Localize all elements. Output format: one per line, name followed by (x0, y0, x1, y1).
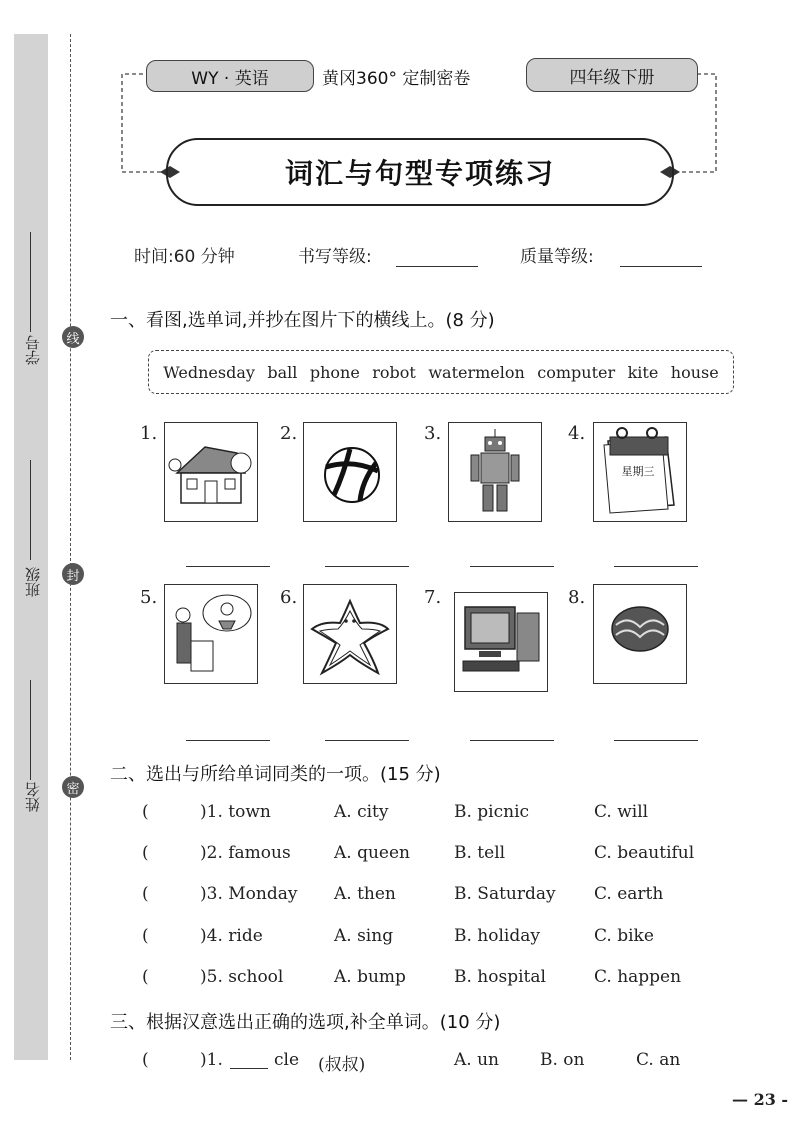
option-c: C. will (594, 802, 649, 822)
answer-paren[interactable]: ( (142, 884, 149, 904)
name-label: 姓名 (24, 782, 42, 812)
option-c: C. beautiful (594, 843, 695, 863)
section3-heading: 三、根据汉意选出正确的选项,补全单词。(10 分) (110, 1012, 501, 1033)
word-bank-item: house (670, 362, 719, 382)
item-number: 1. (140, 423, 158, 444)
time-label: 时间:60 分钟 (134, 247, 235, 267)
option-c: C. happen (594, 967, 682, 987)
computer-icon (454, 592, 548, 692)
option-b: B. picnic (454, 802, 530, 822)
item-number: 7. (424, 587, 442, 608)
class-label: 班级 (24, 567, 42, 597)
seal-mi: 密 (62, 776, 84, 798)
answer-line-5[interactable] (186, 740, 270, 741)
word-bank-item: watermelon (428, 362, 525, 382)
question-word: )5. school (200, 967, 284, 987)
word-bank-item: computer (537, 362, 616, 382)
option-c: C. bike (594, 926, 654, 946)
section1-heading: 一、看图,选单词,并抄在图片下的横线上。(8 分) (110, 310, 495, 331)
question-number: )1. (200, 1050, 223, 1070)
title-box (166, 138, 674, 206)
question-word: )2. famous (200, 843, 291, 863)
question-word: )4. ride (200, 926, 263, 946)
option-a: A. then (334, 884, 396, 904)
partial-word: cle (274, 1050, 300, 1070)
item-number: 5. (140, 587, 158, 608)
calendar-day-text: 星期三 (621, 465, 655, 478)
question-word: )3. Monday (200, 884, 298, 904)
item-number: 6. (280, 587, 298, 608)
watermelon-icon (593, 584, 687, 684)
quality-grade-label: 质量等级: (520, 247, 594, 267)
house-icon (164, 422, 258, 522)
option-b: B. tell (454, 843, 506, 863)
answer-paren[interactable]: ( (142, 926, 149, 946)
seal-xian: 线 (62, 326, 84, 348)
item-number: 4. (568, 423, 586, 444)
option-b: B. Saturday (454, 884, 556, 904)
calendar-icon (593, 422, 687, 522)
word-fill-blank[interactable] (230, 1068, 268, 1069)
word-bank-item: kite (627, 362, 659, 382)
starfish-kite-icon (303, 584, 397, 684)
binding-dashed-line (70, 34, 71, 1060)
answer-line-4[interactable] (614, 566, 698, 567)
answer-line-8[interactable] (614, 740, 698, 741)
student-no-blank (30, 232, 31, 332)
page-title: 词汇与句型专项练习 (284, 157, 555, 190)
seal-feng: 封 (62, 563, 84, 585)
word-bank-item: phone (309, 362, 360, 382)
quality-grade-blank[interactable] (620, 266, 702, 267)
option-a: A. un (454, 1050, 499, 1070)
answer-line-3[interactable] (470, 566, 554, 567)
answer-line-7[interactable] (470, 740, 554, 741)
option-c: C. earth (594, 884, 664, 904)
chinese-hint: (叔叔) (318, 1055, 366, 1075)
answer-line-1[interactable] (186, 566, 270, 567)
item-number: 2. (280, 423, 298, 444)
grade-pill: 四年级下册 (526, 58, 698, 92)
option-b: B. holiday (454, 926, 540, 946)
item-number: 8. (568, 587, 586, 608)
answer-line-2[interactable] (325, 566, 409, 567)
word-bank-item: Wednesday (163, 362, 255, 382)
word-bank (148, 350, 734, 394)
class-blank (30, 460, 31, 560)
option-c: C. an (636, 1050, 681, 1070)
subject-pill: WY · 英语 (146, 60, 314, 92)
phone-call-icon (164, 584, 258, 684)
answer-paren[interactable]: ( (142, 843, 149, 863)
brand-text: 黄冈360° 定制密卷 (322, 69, 471, 89)
answer-line-6[interactable] (325, 740, 409, 741)
option-a: A. city (334, 802, 389, 822)
writing-grade-blank[interactable] (396, 266, 478, 267)
ball-icon (303, 422, 397, 522)
writing-grade-label: 书写等级: (298, 247, 372, 267)
answer-paren[interactable]: ( (142, 802, 149, 822)
page-number: — 23 - (732, 1090, 789, 1109)
question-word: )1. town (200, 802, 271, 822)
word-bank-item: ball (267, 362, 298, 382)
option-a: A. bump (334, 967, 406, 987)
section2-heading: 二、选出与所给单词同类的一项。(15 分) (110, 764, 441, 785)
option-a: A. sing (334, 926, 394, 946)
name-blank (30, 680, 31, 780)
robot-icon (448, 422, 542, 522)
option-a: A. queen (334, 843, 410, 863)
binding-strip (14, 34, 48, 1060)
option-b: B. hospital (454, 967, 546, 987)
answer-paren[interactable]: ( (142, 967, 149, 987)
student-no-label: 学号 (24, 335, 42, 365)
item-number: 3. (424, 423, 442, 444)
word-bank-item: robot (372, 362, 416, 382)
answer-paren[interactable]: ( (142, 1050, 149, 1070)
option-b: B. on (540, 1050, 585, 1070)
